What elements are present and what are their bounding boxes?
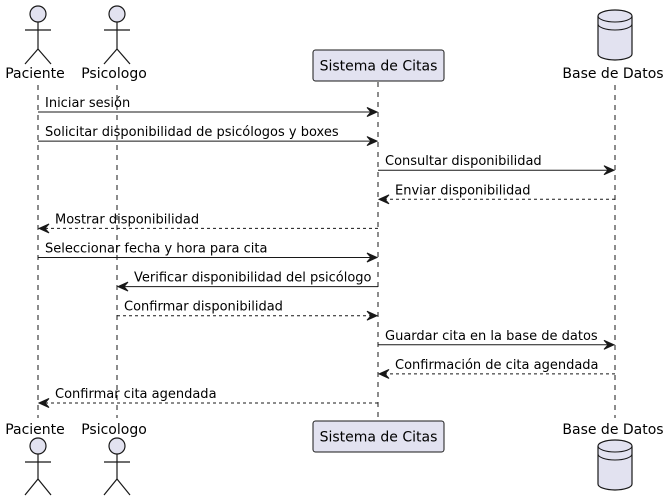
actor-psicologo-bottom xyxy=(81,422,147,495)
message-3 xyxy=(378,154,614,175)
participant-bd-top xyxy=(562,10,663,82)
participant-bd-bottom xyxy=(562,422,663,490)
stick-figure-icon xyxy=(25,438,51,495)
message-4 xyxy=(379,183,615,204)
participant-sistema-top xyxy=(313,50,444,81)
database-icon xyxy=(598,10,632,60)
stick-figure-icon xyxy=(104,438,130,495)
message-label: Seleccionar fecha y hora para cita xyxy=(45,241,268,257)
message-label: Confirmar disponibilidad xyxy=(124,299,283,315)
actor-psicologo-top xyxy=(81,6,147,82)
participant-label: Sistema de Citas xyxy=(319,58,438,75)
message-label: Confirmación de cita agendada xyxy=(395,357,599,373)
message-8 xyxy=(117,300,377,321)
message-9 xyxy=(378,329,614,350)
stick-figure-icon xyxy=(104,6,130,64)
actor-paciente-bottom xyxy=(5,422,65,495)
database-icon xyxy=(598,440,632,490)
participant-label: Psicologo xyxy=(81,66,147,82)
participant-label: Psicologo xyxy=(81,422,147,438)
actor-paciente-top xyxy=(5,6,65,82)
arrowhead-icon xyxy=(379,369,389,378)
message-label: Consultar disponibilidad xyxy=(385,154,542,170)
stick-figure-icon xyxy=(25,6,51,64)
message-11 xyxy=(39,387,378,408)
message-7 xyxy=(118,271,378,292)
message-label: Mostrar disponibilidad xyxy=(55,212,200,228)
message-10 xyxy=(379,358,615,379)
arrowhead-icon xyxy=(367,311,377,320)
message-1 xyxy=(38,96,377,117)
message-6 xyxy=(38,242,377,263)
message-label: Verificar disponibilidad del psicólogo xyxy=(134,270,372,286)
arrowhead-icon xyxy=(379,195,389,204)
participant-sistema-bottom xyxy=(313,421,444,452)
message-label: Iniciar sesión xyxy=(45,96,131,111)
message-label: Enviar disponibilidad xyxy=(395,183,531,199)
message-5 xyxy=(39,212,378,233)
participant-label: Sistema de Citas xyxy=(319,429,438,446)
participant-label: Paciente xyxy=(5,422,65,438)
participant-label: Paciente xyxy=(5,66,65,82)
participant-label: Base de Datos xyxy=(562,66,664,82)
messages xyxy=(38,96,615,408)
participant-label: Base de Datos xyxy=(562,422,664,438)
message-label: Solicitar disponibilidad de psicólogos y boxes xyxy=(45,125,339,141)
message-2 xyxy=(38,125,377,146)
message-label: Confirmar cita agendada xyxy=(55,387,217,402)
message-label: Guardar cita en la base de datos xyxy=(385,328,598,344)
